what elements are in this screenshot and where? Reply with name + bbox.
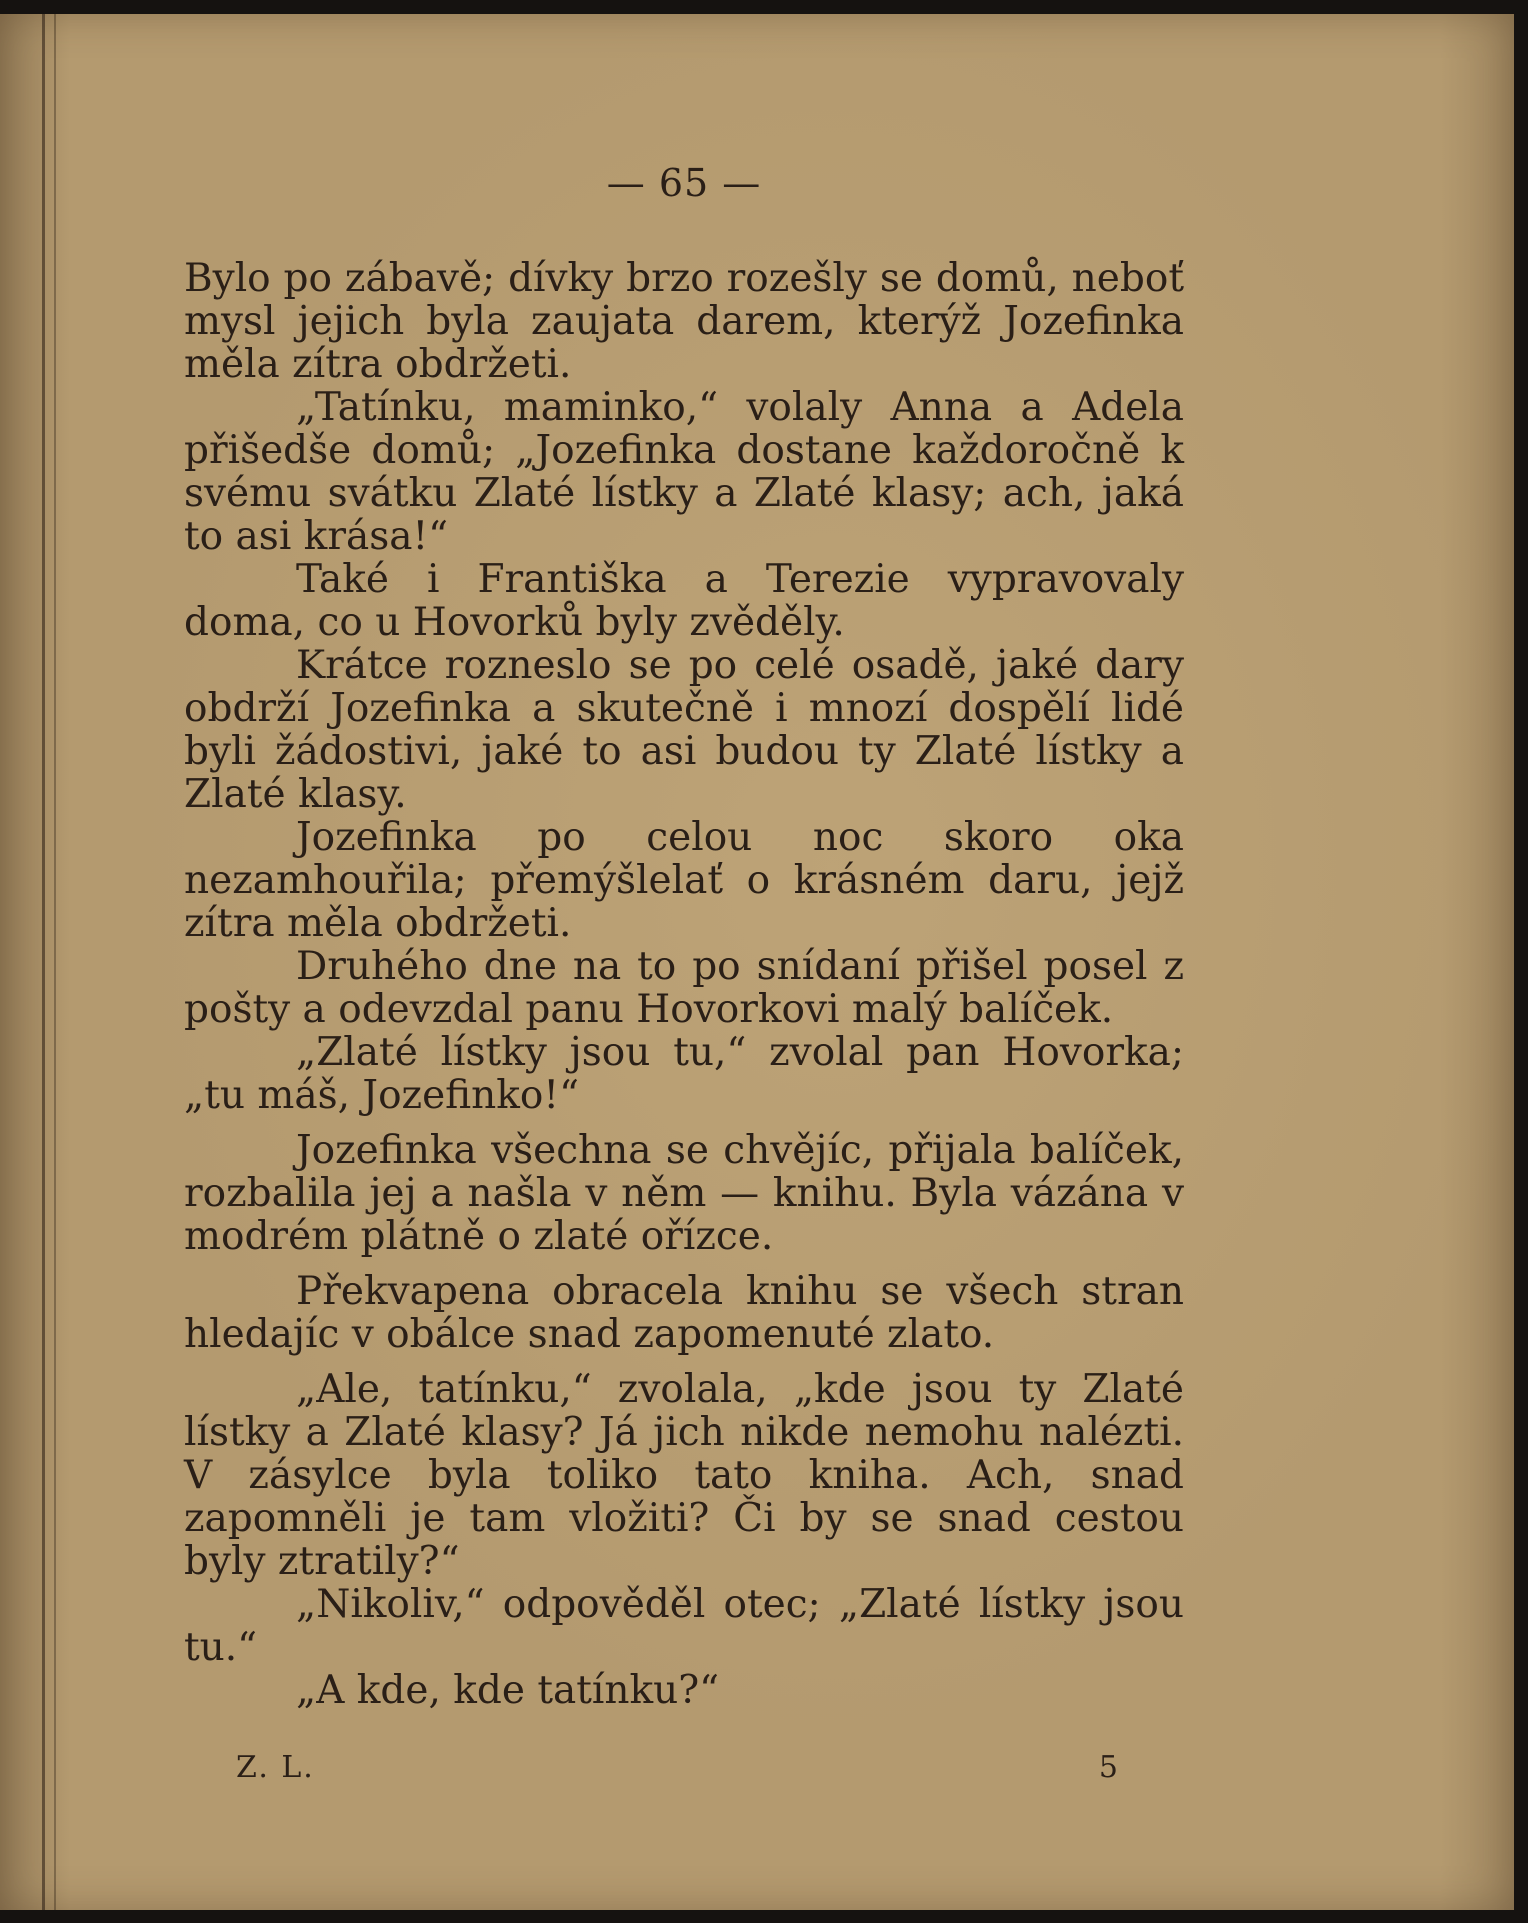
- paragraph: Jozefinka po celou noc skoro oka nezamhouřila; přemýšlelať o krásném daru, jejž zítra měla obdržeti.: [184, 815, 1184, 946]
- paragraph: Krátce rozneslo se po celé osadě, jaké dary obdrží Jozefinka a skutečně i mnozí dospělí lidé byli žádostivi, jaké to asi budou ty Zlaté lístky a Zlaté klasy.: [184, 643, 1184, 817]
- page-number: — 65 —: [606, 161, 762, 205]
- folio-number: 5: [1098, 1750, 1120, 1785]
- paragraph: Jozefinka všechna se chvějíc, přijala balíček, rozbalila jej a našla v něm — knihu. Byla vázána v modrém plátně o zlaté ořízce.: [184, 1128, 1184, 1259]
- book-page: [0, 14, 1514, 1910]
- paragraph: Bylo po zábavě; dívky brzo rozešly se domů, neboť mysl jejich byla zaujata darem, kterýž Jozefinka měla zítra obdržeti.: [184, 256, 1184, 387]
- paragraph: „Nikoliv,“ odpověděl otec; „Zlaté lístky jsou tu.“: [184, 1582, 1184, 1670]
- paragraph: „Tatínku, maminko,“ volaly Anna a Adela přišedše domů; „Jozefinka dostane každoročně k svému svátku Zlaté lístky a Zlaté klasy; ach, jaká to asi krása!“: [184, 385, 1184, 559]
- paragraph: Překvapena obracela knihu se všech stran hledajíc v obálce snad zapomenuté zlato.: [184, 1269, 1184, 1357]
- paragraph: „Zlaté lístky jsou tu,“ zvolal pan Hovorka; „tu máš, Jozefinko!“: [184, 1030, 1184, 1118]
- paragraph: „Ale, tatínku,“ zvolala, „kde jsou ty Zlaté lístky a Zlaté klasy? Já jich nikde nemohu nalézti. V zásylce byla toliko tato kniha. Ach, snad zapomněli je tam vložiti? Či by se snad cestou byly ztratily?“: [184, 1367, 1184, 1584]
- signature-mark: Z. L.: [236, 1750, 315, 1785]
- paragraph: Druhého dne na to po snídaní přišel posel z pošty a odevzdal panu Hovorkovi malý balíček.: [184, 944, 1184, 1032]
- paragraph: „A kde, kde tatínku?“: [296, 1668, 720, 1713]
- paragraph: Také i Františka a Terezie vypravovaly doma, co u Hovorků byly zvěděly.: [184, 557, 1184, 645]
- binding-gutter-line: [42, 14, 45, 1910]
- page-text-block: [184, 162, 1184, 1789]
- page-footer: [184, 1746, 1184, 1789]
- binding-gutter-line-secondary: [54, 14, 56, 1910]
